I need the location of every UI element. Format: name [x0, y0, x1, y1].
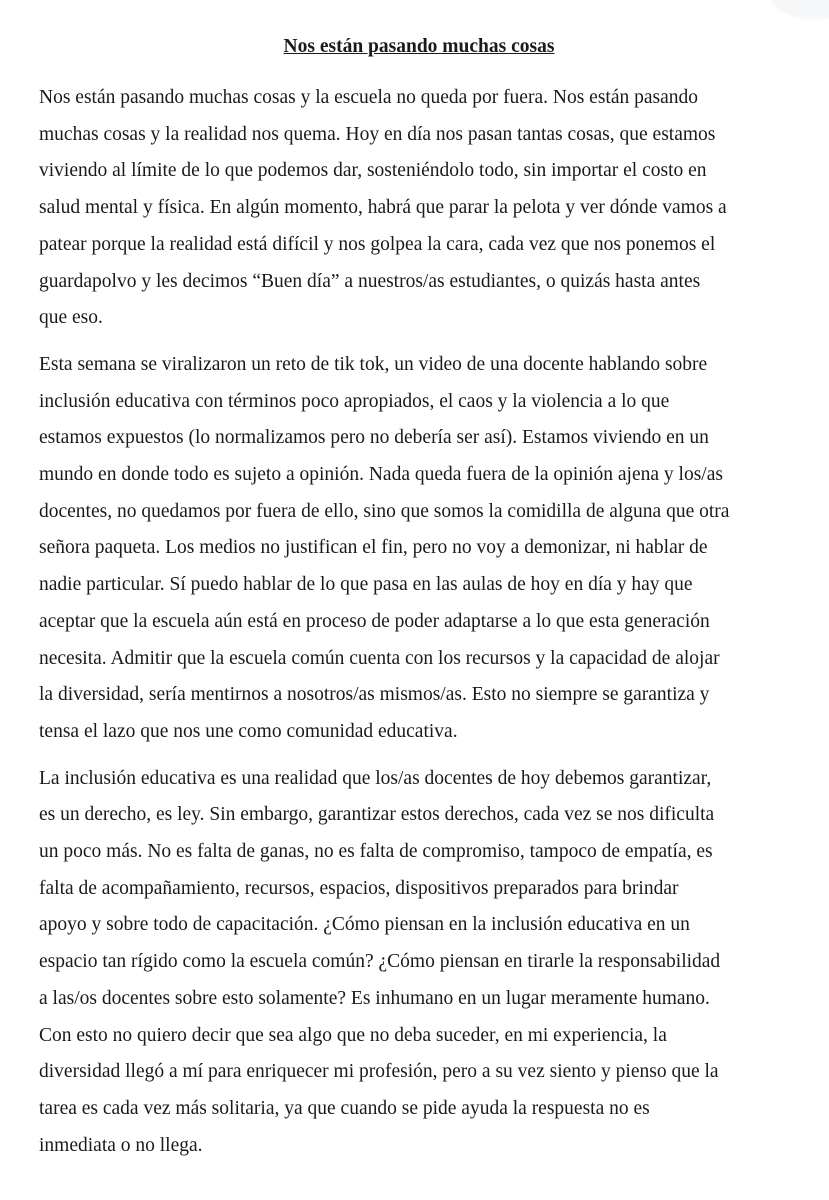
- text-line: que eso.: [39, 307, 103, 329]
- text-line: inmediata o no llega.: [39, 1134, 203, 1156]
- text-line: patear porque la realidad está difícil y nos golpea la cara, cada vez que nos ponemos el: [39, 233, 716, 255]
- text-line: diversidad llegó a mí para enriquecer mi profesión, pero a su vez siento y pienso que la: [39, 1061, 719, 1083]
- text-line: es un derecho, es ley. Sin embargo, garantizar estos derechos, cada vez se nos dificulta: [39, 804, 715, 826]
- text-line: tensa el lazo que nos une como comunidad educativa.: [39, 720, 458, 742]
- text-line: Esta semana se viralizaron un reto de tik tok, un video de una docente hablando sobre: [39, 353, 708, 375]
- text-line: falta de acompañamiento, recursos, espacios, dispositivos preparados para brindar: [39, 877, 679, 899]
- text-line: muchas cosas y la realidad nos quema. Hoy en día nos pasan tantas cosas, que estamos: [39, 123, 716, 145]
- paragraph-2: [39, 347, 799, 751]
- text-line: un poco más. No es falta de ganas, no es falta de compromiso, tampoco de empatía, es: [39, 841, 713, 863]
- text-line: viviendo al límite de lo que podemos dar, sosteniéndolo todo, sin importar el costo en: [39, 160, 707, 182]
- text-line: Con esto no quiero decir que sea algo que no deba suceder, en mi experiencia, la: [39, 1024, 667, 1046]
- text-line: tarea es cada vez más solitaria, ya que cuando se pide ayuda la respuesta no es: [39, 1097, 650, 1119]
- text-line: señora paqueta. Los medios no justifican el fin, pero no voy a demonizar, ni hablar de: [39, 537, 708, 559]
- paragraph-3: [39, 761, 799, 1165]
- text-line: guardapolvo y les decimos “Buen día” a nuestros/as estudiantes, o quizás hasta antes: [39, 270, 701, 292]
- text-line: la diversidad, sería mentirnos a nosotros/as mismos/as. Esto no siempre se garantiza y: [39, 684, 710, 706]
- text-line: apoyo y sobre todo de capacitación. ¿Cómo piensan en la inclusión educativa en un: [39, 914, 690, 936]
- text-line: estamos expuestos (lo normalizamos pero no debería ser así). Estamos viviendo en un: [39, 427, 709, 449]
- text-line: espacio tan rígido como la escuela común? ¿Cómo piensan en tirarle la responsabilidad: [39, 951, 721, 973]
- text-line: aceptar que la escuela aún está en proceso de poder adaptarse a lo que esta generación: [39, 610, 710, 632]
- text-line: La inclusión educativa es una realidad que los/as docentes de hoy debemos garantizar,: [39, 767, 712, 789]
- corner-overlay-shape: [769, 0, 829, 18]
- text-line: Nos están pasando muchas cosas y la escuela no queda por fuera. Nos están pasando: [39, 87, 699, 108]
- text-line: necesita. Admitir que la escuela común cuenta con los recursos y la capacidad de alojar: [39, 647, 720, 669]
- document-page: [39, 34, 799, 1174]
- text-line: salud mental y física. En algún momento, habrá que parar la pelota y ver dónde vamos a: [39, 197, 727, 219]
- text-line: a las/os docentes sobre esto solamente? Es inhumano en un lugar meramente humano.: [39, 987, 710, 1009]
- text-line: docentes, no quedamos por fuera de ello, sino que somos la comidilla de alguna que otra: [39, 500, 730, 522]
- text-line: mundo en donde todo es sujeto a opinión. Nada queda fuera de la opinión ajena y los/as: [39, 464, 723, 486]
- text-line: inclusión educativa con términos poco apropiados, el caos y la violencia a lo que: [39, 390, 670, 412]
- paragraph-1: [39, 80, 799, 337]
- text-line: nadie particular. Sí puedo hablar de lo que pasa en las aulas de hoy en día y hay que: [39, 574, 693, 596]
- document-title: Nos están pasando muchas cosas: [283, 36, 555, 57]
